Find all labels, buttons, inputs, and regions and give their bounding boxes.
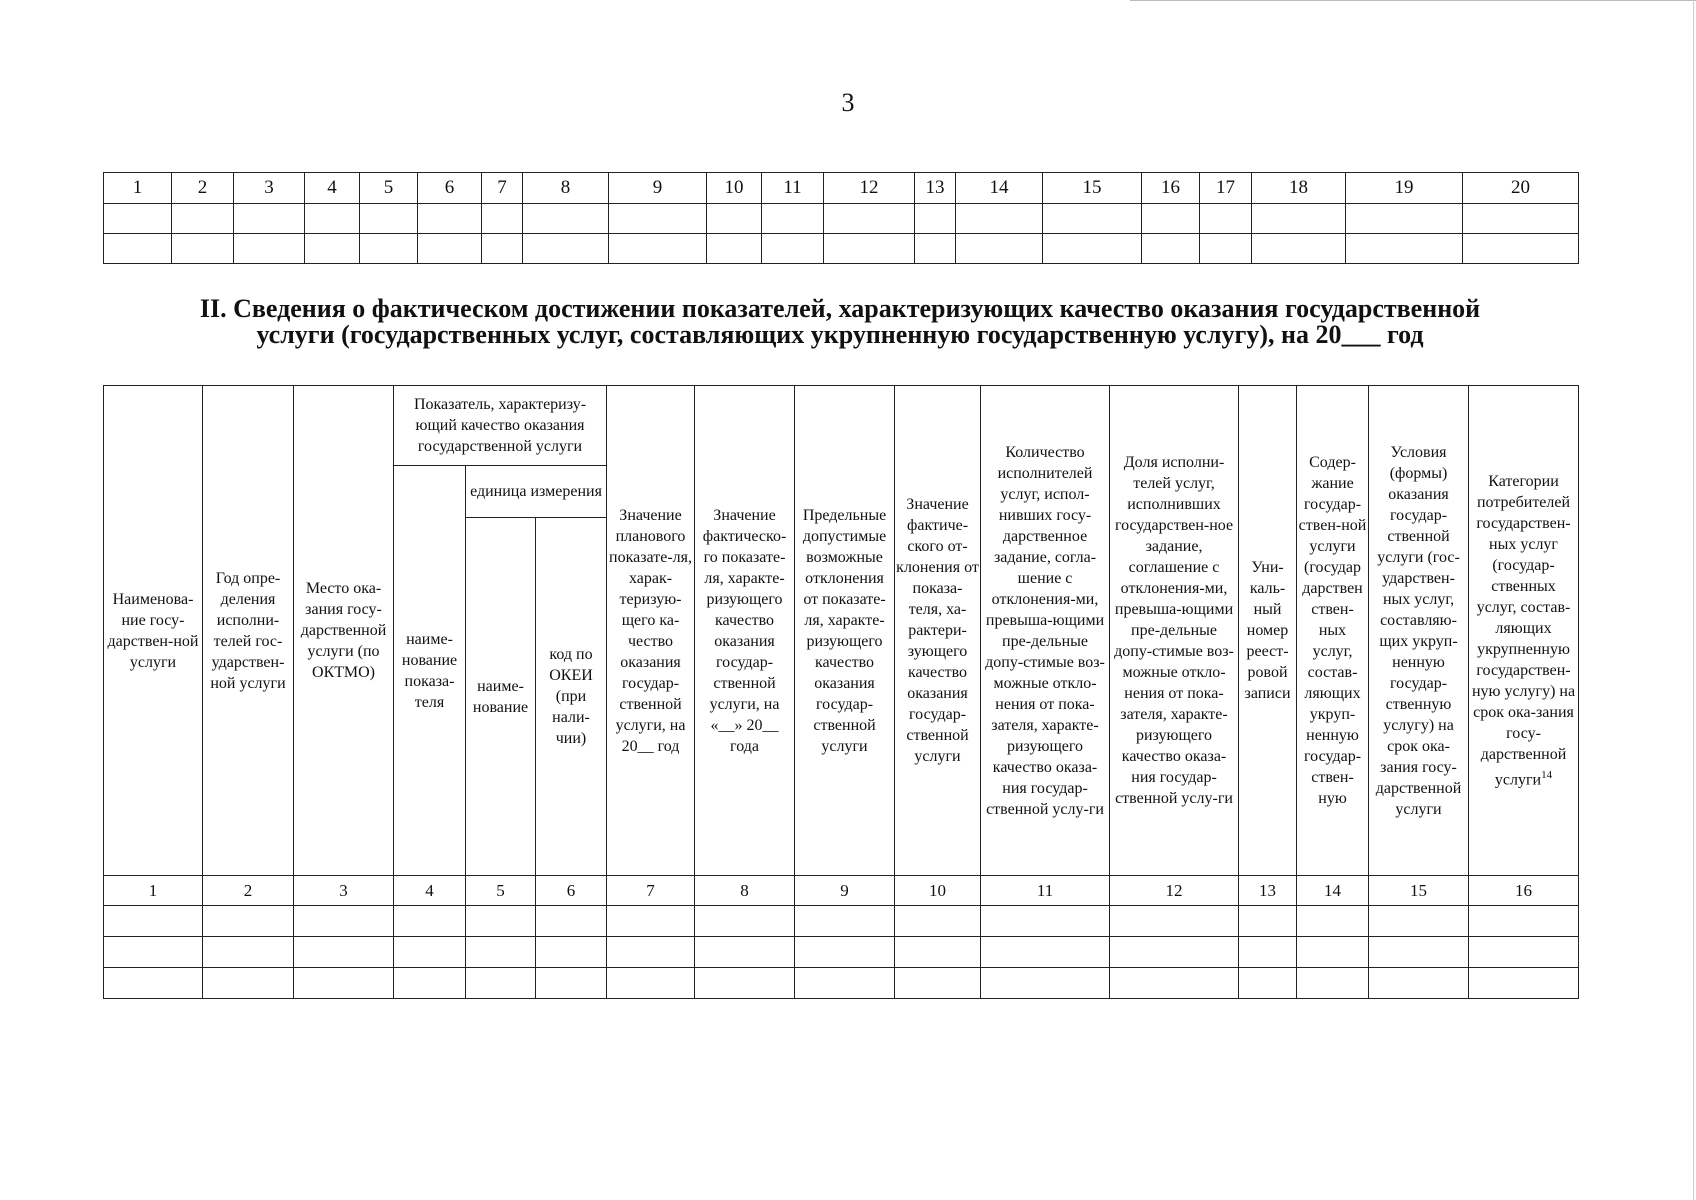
column-number: 12 (824, 173, 915, 204)
column-number: 12 (1110, 876, 1239, 906)
column-number: 9 (609, 173, 707, 204)
column-number: 10 (895, 876, 981, 906)
header-actual-deviation: Значение фактиче-ского от-клонения от показа-теля, ха-рактери-зующего качество оказания государ-ственной услуги (895, 386, 981, 876)
column-number: 5 (360, 173, 418, 204)
column-number: 20 (1463, 173, 1579, 204)
column-number: 14 (956, 173, 1043, 204)
top-edge-line (1130, 0, 1696, 1)
column-number: 11 (762, 173, 824, 204)
column-number: 5 (466, 876, 536, 906)
table-row (104, 234, 1579, 264)
column-number: 14 (1297, 876, 1369, 906)
header-service-content: Содер-жание государ-ствен-ной услуги (государ дарствен ствен-ных услуг, состав-ляющих укруп-ненную государ-ствен-ную (1297, 386, 1369, 876)
header-actual-value: Значение фактическо-го показате-ля, характе-ризующего качество оказания государ-ственной услуги, на «__» 20__ года (695, 386, 795, 876)
column-number: 18 (1252, 173, 1346, 204)
header-executor-count: Количество исполнителей услуг, испол-нивших госу-дарственное задание, согла-шение с отклонения-ми, превыша-ющими пре-дельные допу-стимые воз-можные откло-нения от пока-зателя, характе-ризующего качество оказа-ния государ-ственной услу-ги (981, 386, 1110, 876)
column-number: 3 (234, 173, 305, 204)
header-allowed-deviation: Предельные допустимые возможные отклонения от показате-ля, характе-ризующего качество оказания государ-ственной услуги (795, 386, 895, 876)
header-indicator-group: Показатель, характеризу-ющий качество оказания государственной услуги (394, 386, 607, 466)
continuation-table (103, 172, 1579, 264)
column-number: 16 (1142, 173, 1200, 204)
header-okei-code: код по ОКЕИ (при нали-чии) (536, 518, 607, 876)
column-number: 1 (104, 173, 172, 204)
section-title (60, 296, 1620, 348)
column-number: 13 (915, 173, 956, 204)
column-number: 15 (1369, 876, 1469, 906)
column-number: 8 (695, 876, 795, 906)
header-consumer-categories-text: Категории потребителей государствен-ных услуг (государ-ственных услуг, состав-ляющих укрупненную государствен-ную услугу) на срок ока-зания госу-дарственной услуги (1471, 472, 1576, 789)
page-number: 3 (841, 88, 855, 117)
column-number-row (104, 876, 1579, 906)
column-number: 7 (482, 173, 523, 204)
header-registry-number: Уни-каль-ный номер реест-ровой записи (1239, 386, 1297, 876)
section-title-line1: II. Сведения о фактическом достижении показателей, характеризующих качество оказания государственной (199, 294, 1481, 323)
header-executor-share: Доля исполни-телей услуг, исполнивших государствен-ное задание, соглашение с отклонения-ми, превыша-ющими пре-дельные допу-стимые воз-можные откло-нения от пока-зателя, характе-ризующего качество оказа-ния государ-ственной услу-ги (1110, 386, 1239, 876)
column-number: 4 (305, 173, 360, 204)
column-number: 15 (1043, 173, 1142, 204)
column-number: 13 (1239, 876, 1297, 906)
column-number: 1 (104, 876, 203, 906)
section-title-line2: услуги (государственных услуг, составляющих укрупненную государственную услугу), на 20___ год (256, 320, 1424, 349)
column-number: 2 (172, 173, 234, 204)
column-number: 17 (1200, 173, 1252, 204)
column-number: 6 (536, 876, 607, 906)
column-number: 19 (1346, 173, 1463, 204)
header-unit: единица измерения (466, 466, 607, 518)
column-number: 11 (981, 876, 1110, 906)
column-number: 8 (523, 173, 609, 204)
column-number: 9 (795, 876, 895, 906)
header-indicator-name: наиме-нование показа-теля (394, 466, 466, 876)
header-place: Место ока-зания госу-дарственной услуги (по ОКТМО) (294, 386, 394, 876)
header-planned-value: Значение планового показате-ля, харак-теризую-щего ка-чество оказания государ-ственной услуги, на 20__ год (607, 386, 695, 876)
footnote-mark: 14 (1541, 768, 1553, 781)
table-row (104, 968, 1579, 999)
column-number: 3 (294, 876, 394, 906)
header-row-1 (104, 386, 1579, 466)
header-year: Год опре-деления исполни-телей гос-ударствен-ной услуги (203, 386, 294, 876)
column-number: 16 (1469, 876, 1579, 906)
header-service-name: Наименова-ние госу-дарствен-ной услуги (104, 386, 203, 876)
right-edge-line (1693, 0, 1694, 1200)
column-number: 10 (707, 173, 762, 204)
table-row (104, 906, 1579, 937)
header-unit-name: наиме-нование (466, 518, 536, 876)
header-service-conditions: Условия (формы) оказания государ-ственной услуги (гос-ударствен-ных услуг, составляю-щих укруп-ненную государ-ственную услугу) на срок ока-зания госу-дарственной услуги (1369, 386, 1469, 876)
quality-indicators-table (103, 385, 1579, 999)
column-number: 7 (607, 876, 695, 906)
column-number: 2 (203, 876, 294, 906)
header-consumer-categories (1469, 386, 1579, 876)
table-row (104, 937, 1579, 968)
column-number: 6 (418, 173, 482, 204)
table-row (104, 204, 1579, 234)
table-row (104, 173, 1579, 204)
column-number: 4 (394, 876, 466, 906)
